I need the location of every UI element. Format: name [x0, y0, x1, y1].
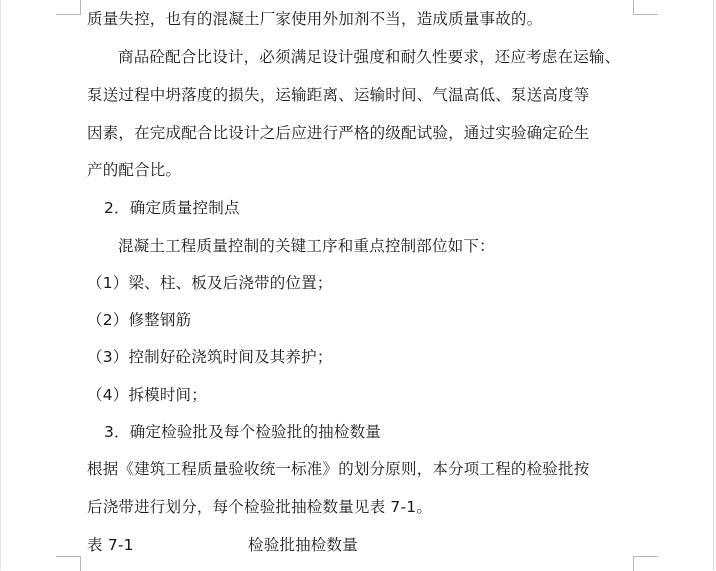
page-edge-right — [713, 0, 714, 570]
paragraph-line: 产的配合比。 — [87, 161, 182, 179]
crop-mark-bottom-right — [633, 556, 658, 571]
table-caption-title: 检验批抽检数量 — [248, 536, 358, 554]
list-item: （2）修整钢筋 — [87, 311, 192, 329]
list-item: （4）拆模时间； — [87, 386, 207, 404]
page-edge-left — [0, 0, 1, 570]
crop-mark-top-left — [56, 0, 81, 15]
paragraph-line: 因素，在完成配合比设计之后应进行严格的级配试验，通过实验确定砼生 — [87, 124, 590, 142]
section-heading: 3．确定检验批及每个检验批的抽检数量 — [104, 423, 381, 441]
section-heading: 2．确定质量控制点 — [104, 199, 240, 217]
paragraph-line: 商品砼配合比设计，必须满足设计强度和耐久性要求，还应考虑在运输、 — [118, 48, 621, 66]
table-caption-number: 表 7-1 — [87, 536, 134, 554]
paragraph-line: 后浇带进行划分，每个检验批抽检数量见表 7-1。 — [87, 498, 433, 516]
crop-mark-bottom-left — [56, 556, 81, 571]
crop-mark-top-right — [633, 0, 658, 15]
list-item: （3）控制好砼浇筑时间及其养护； — [87, 348, 333, 366]
paragraph-line: 质量失控，也有的混凝土厂家使用外加剂不当，造成质量事故的。 — [87, 10, 543, 28]
paragraph-line: 根据《建筑工程质量验收统一标准》的划分原则，本分项工程的检验批按 — [87, 460, 590, 478]
list-item: （1）梁、柱、板及后浇带的位置； — [87, 274, 333, 292]
paragraph-line: 混凝土工程质量控制的关键工序和重点控制部位如下： — [118, 237, 495, 255]
paragraph-line: 泵送过程中坍落度的损失，运输距离、运输时间、气温高低、泵送高度等 — [87, 86, 590, 104]
